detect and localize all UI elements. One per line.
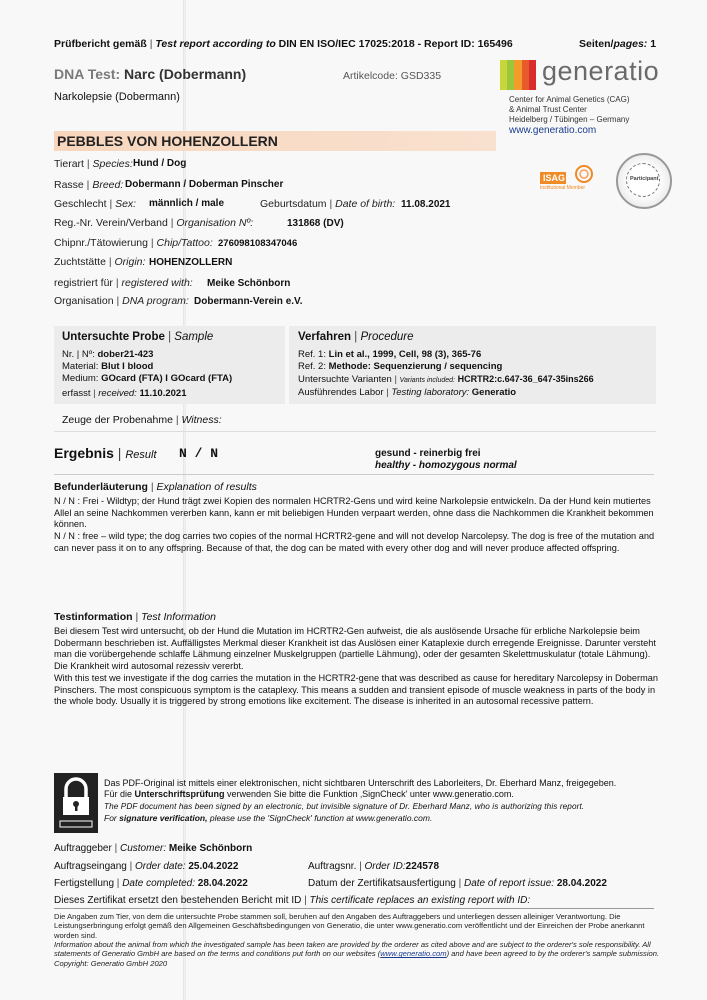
sample-title-de: Untersuchte Probe (62, 331, 165, 343)
procedure-title: Verfahren | Procedure (298, 331, 414, 343)
customer-en: Customer: (119, 843, 167, 854)
report-de: Prüfbericht gemäß (54, 38, 147, 50)
sign-de-2 (104, 789, 514, 799)
procedure-variants-value: HCRTR2:c.647-36_647-35ins266 (457, 374, 594, 384)
field-label-en: Date of birth: (335, 198, 396, 210)
field-label-de: Geburtsdatum (260, 198, 327, 210)
result-status-de: gesund - reinerbig frei (375, 448, 481, 459)
value-chip: 276098108347046 (218, 238, 298, 249)
order-replace: Dieses Zertifikat ersetzt den bestehenden Bericht mit ID | This certificate replaces an existing report with ID: (54, 895, 531, 906)
value-organisation-nr: 131868 (DV) (287, 218, 344, 229)
field-organisation-nr: Reg.-Nr. Verein/Verband | Organisation Nº: (54, 217, 254, 229)
footer-en-b: ) and have been agreed to by the orderer's sample submission. Copyright: Generatio GmbH 2020 (54, 949, 660, 968)
sample-material-value: Blut I blood (101, 361, 154, 372)
report-header: Prüfbericht gemäß | Test report according to DIN EN ISO/IEC 17025:2018 - Report ID: 165496 (54, 38, 513, 50)
procedure-lab: Ausführendes Labor | Testing laboratory: Generatio (298, 387, 517, 398)
field-label-de: Reg.-Nr. Verein/Verband (54, 217, 168, 229)
procedure-variants-en: Variants included: (399, 377, 455, 384)
field-label-en: Breed: (92, 179, 124, 191)
testinfo-title-de: Testinformation (54, 611, 133, 623)
report-standard: DIN EN ISO/IEC 17025:2018 - Report ID: (278, 38, 475, 50)
testinfo-text-de: Bei diesem Test wird untersucht, ob der Hund die Mutation im HCRTR2-Gen aufweist, die als auslösende Ursache für erbliche Narkolepsie beim Dobermann beschrieben ist. Auffälligstes Merkmal dieser Krankheit ist das Auslösen einer Kataplexie durch erregende Ereignisse. Darunter versteht man die vorübergehende schlaffe Lähmung einzelner Muskelgruppen (partielle Lähmung), oder der gesamten Skelettmuskulatur (totale Lähmung). Die Krankheit wird autosomal rezessiv vererbt. (54, 626, 656, 671)
field-registered: registriert für | registered with: (54, 277, 193, 289)
procedure-ref1 (298, 349, 481, 360)
sample-received-de: erfasst (62, 388, 91, 399)
procedure-ref2-label: Ref. 2: (298, 361, 326, 372)
testinfo-text-en: With this test we investigate if the dog carries the mutation in the HCRTR2-gene that was described as cause for hereditary Narcolepsy in Doberman Pinschers. The most conspicuous symptom is the cataplexy. This means a sudden and transient episode of muscle weakness in parts of the body in the whole body. Usually it is triggered by strong emotions like excitement. The disease is inherited in an autosomal recessive pattern. (54, 673, 658, 706)
sample-title: Untersuchte Probe | Sample (62, 331, 214, 343)
order-id-de: Auftragsnr. (308, 861, 357, 872)
value-registered: Meike Schönborn (207, 278, 291, 289)
field-label-en: Species: (92, 158, 133, 170)
company-line1: Center for Animal Genetics (CAG) (509, 95, 630, 104)
procedure-lab-value: Generatio (471, 387, 517, 398)
order-replace-de: Dieses Zertifikat ersetzt den bestehenden Bericht mit ID (54, 895, 302, 906)
procedure-variants-de: Untersuchte Varianten (298, 374, 392, 385)
procedure-ref2 (298, 361, 502, 372)
field-label-de: Geschlecht (54, 198, 107, 210)
order-completed-de: Fertigstellung (54, 878, 115, 889)
article-value: GSD335 (400, 70, 442, 82)
witness-underline (54, 431, 656, 432)
sample-medium-value: GOcard (FTA) I GOcard (FTA) (101, 373, 233, 384)
logo-bar (522, 60, 529, 90)
order-id-en: Order ID: (364, 861, 406, 872)
order-issue-value: 28.04.2022 (556, 878, 607, 889)
value-sex: männlich / male (149, 198, 225, 209)
participant-seal (616, 153, 672, 209)
sample-received: erfasst | received: 11.10.2021 (62, 388, 187, 399)
field-label-en: Origin: (114, 256, 146, 268)
test-title (54, 66, 246, 82)
field-label-en: Chip/Tattoo: (156, 237, 213, 249)
value-dna-program: Dobermann-Verein e.V. (194, 296, 303, 307)
field-label-en: Organisation Nº: (176, 217, 254, 229)
report-id: 165496 (477, 38, 513, 50)
order-underline (54, 908, 654, 909)
witness-line: Zeuge der Probenahme | Witness: (62, 414, 222, 426)
field-label-de: Rasse (54, 179, 84, 191)
explanation-title-en: Explanation of results (156, 481, 257, 493)
sign-de-2a: Für die (104, 789, 133, 799)
sign-en-2b: signature verification, (119, 813, 208, 823)
order-issue-en: Date of report issue: (464, 878, 555, 889)
footer-de: Die Angaben zum Tier, von dem die untersuchte Probe stammen soll, beruhen auf den Angaben des Auftraggebers und unterliegen dessen alleiniger Verantwortung. Die Leistungserbringung erfolgt gemäß den Allgemeinen Geschäftsbedingungen von Generatio, die unter www.generatio.com veröffentlicht und der Einreichen der Probe anerkannt worden sind. (54, 912, 645, 940)
pages-de: Seiten (579, 38, 611, 50)
field-chip: Chipnr./Tätowierung | Chip/Tattoo: (54, 237, 213, 249)
value-breed: Dobermann / Doberman Pinscher (125, 179, 284, 190)
explanation-text-en: N / N : free – wild type; the dog carries two copies of the normal HCRTR2-gene and will not develop Narcolepsy. The dog is free of the mutation and can never pass it on to any offspring. Because of that, the dog can be mated with every other dog and will never produce affected offspring. (54, 531, 655, 553)
procedure-ref1-value: Lin et al., 1999, Cell, 98 (3), 365-76 (328, 349, 482, 360)
procedure-title-en: Procedure (360, 331, 414, 343)
witness-en: Witness: (181, 414, 222, 426)
sign-de-1: Das PDF-Original ist mittels einer elektronischen, nicht sichtbaren Unterschrift des Laborleiters, Dr. Eberhard Manz, freigegeben. (104, 778, 617, 788)
footer-en-a: Information about the animal from which the investigated sample has been taken are provided by the orderer as cited above and are subject to the orderer's sole responsibility. All statements of Generatio GmbH are based on the terms and conditions put forth on our websites ( (54, 940, 651, 959)
test-label: DNA Test: (54, 66, 121, 82)
witness-de: Zeuge der Probenahme (62, 414, 173, 426)
sign-de-2c: verwenden Sie bitte die Funktion ‚SignCheck' unter www.generatio.com. (227, 789, 514, 799)
seal-text: Participant (630, 176, 659, 182)
pages-indicator: Seiten/pages: 1 (579, 38, 657, 50)
order-completed-value: 28.04.2022 (197, 878, 248, 889)
logo-bar (529, 60, 536, 90)
testinfo-title: Testinformation | Test Information (54, 611, 217, 623)
customer-value: Meike Schönborn (168, 843, 253, 854)
order-received-en: Order date: (135, 861, 186, 872)
article-code (343, 70, 441, 82)
procedure-lab-de: Ausführendes Labor (298, 387, 384, 398)
procedure-title-de: Verfahren (298, 331, 352, 343)
field-label-en: Sex: (115, 198, 137, 210)
pages-en: pages: (613, 38, 648, 50)
result-underline (54, 474, 654, 475)
padlock-icon (54, 773, 98, 833)
test-name: Narc (Dobermann) (124, 66, 247, 82)
logo-bar (507, 60, 514, 90)
sign-de-2b: Unterschriftsprüfung (134, 789, 225, 799)
field-label-en: DNA program: (122, 295, 189, 307)
article-label: Artikelcode: (343, 70, 398, 82)
footer-link[interactable]: www.generatio.com (380, 949, 447, 959)
field-breed: Rasse | Breed: (54, 179, 124, 191)
result-label-de: Ergebnis (54, 445, 114, 461)
company-line2: & Animal Trust Center (509, 105, 587, 114)
isag-label: ISAG (543, 173, 566, 183)
logo-bar (500, 60, 507, 90)
order-received-de: Auftragseingang (54, 861, 127, 872)
order-completed: Fertigstellung | Date completed: 28.04.2022 (54, 878, 248, 889)
field-sex: Geschlecht | Sex: (54, 198, 137, 210)
order-issue: Datum der Zertifikatsausfertigung | Date of report issue: 28.04.2022 (308, 878, 607, 889)
order-received-value: 25.04.2022 (188, 861, 239, 872)
explanation-title-de: Befunderläuterung (54, 481, 148, 493)
company-name: generatio (542, 56, 660, 86)
sample-medium (62, 373, 232, 384)
value-origin: HOHENZOLLERN (149, 257, 233, 268)
pages-value: 1 (650, 38, 657, 50)
result-genotype: N / N (179, 446, 219, 461)
field-label-de: Chipnr./Tätowierung (54, 237, 148, 249)
procedure-variants: Untersuchte Varianten | Variants included: HCRTR2:c.647-36_647-35ins266 (298, 374, 594, 385)
sample-nr-label: Nr. | Nº: (62, 349, 95, 360)
report-en: Test report according to (155, 38, 276, 50)
isag-logo (540, 164, 600, 192)
sign-en-2c: please use the 'SignCheck' function at www.generatio.com. (209, 813, 433, 823)
logo-bar (514, 60, 521, 90)
field-dna-program: Organisation | DNA program: (54, 295, 189, 307)
sample-material (62, 361, 153, 372)
sample-material-label: Material: (62, 361, 99, 372)
field-species: Tierart | Species: (54, 158, 133, 170)
result-status-en: healthy - homozygous normal (375, 460, 517, 471)
order-replace-en: This certificate replaces an existing report with ID: (309, 895, 531, 906)
procedure-ref2-value: Methode: Sequenzierung / sequencing (328, 361, 503, 372)
testinfo-title-en: Test Information (141, 611, 217, 623)
sample-medium-label: Medium: (62, 373, 99, 384)
procedure-ref1-label: Ref. 1: (298, 349, 326, 360)
isag-sub: Institutional Member (540, 185, 586, 191)
field-label-de: Organisation (54, 295, 114, 307)
sample-title-en: Sample (174, 331, 214, 343)
explanation-title: Befunderläuterung | Explanation of results (54, 481, 257, 493)
customer-de: Auftraggeber (54, 843, 112, 854)
sign-en-2 (104, 813, 432, 823)
lock-icon (54, 773, 98, 833)
procedure-lab-en: Testing laboratory: (391, 387, 470, 398)
order-customer: Auftraggeber | Customer: Meike Schönborn (54, 843, 253, 854)
result-label-en: Result (125, 449, 157, 461)
order-received: Auftragseingang | Order date: 25.04.2022 (54, 861, 239, 872)
sample-received-en: received: (98, 388, 137, 399)
value-species: Hund / Dog (133, 158, 187, 169)
company-url[interactable]: www.generatio.com (509, 125, 597, 136)
sign-en-1: The PDF document has been signed by an electronic, but invisible signature of Dr. Eberhard Manz, who is authorizing this report. (104, 802, 585, 811)
explanation-text-de: N / N : Frei - Wildtyp; der Hund trägt zwei Kopien des normalen HCRTR2-Gens und wird keine Narkolepsie entwickeln. Da der Hund kein mutiertes Allel an seine Nachkommen vererben kann, kann er mit beliebigen Hunden verpaart werden, ohne dass die Nachkommen die Krankheit bekommen können. (54, 496, 654, 529)
order-id-value: 224578 (405, 861, 440, 872)
company-line3: Heidelberg / Tübingen – Germany (509, 115, 630, 124)
sign-en-2a: For (104, 813, 117, 823)
sample-nr-value: dober21-423 (97, 349, 154, 360)
sample-nr (62, 349, 153, 360)
order-issue-de: Datum der Zertifikatsausfertigung (308, 878, 456, 889)
field-origin: Zuchtstätte | Origin: (54, 256, 146, 268)
field-birth: Geburtsdatum | Date of birth: (260, 198, 396, 210)
value-birth: 11.08.2021 (401, 199, 451, 210)
field-label-de: Zuchtstätte (54, 256, 106, 268)
order-completed-en: Date completed: (122, 878, 196, 889)
sample-received-value: 11.10.2021 (139, 388, 187, 399)
order-id: Auftragsnr. | Order ID:224578 (308, 861, 440, 872)
footer-en (54, 940, 670, 968)
logo-color-bars (500, 60, 536, 90)
field-label-en: registered with: (121, 277, 193, 289)
test-subtitle: Narkolepsie (Dobermann) (54, 91, 180, 103)
field-label-de: Tierart (54, 158, 84, 170)
field-label-de: registriert für (54, 277, 113, 289)
dog-name: PEBBLES VON HOHENZOLLERN (57, 133, 278, 149)
result-label: Ergebnis | Result (54, 445, 157, 461)
